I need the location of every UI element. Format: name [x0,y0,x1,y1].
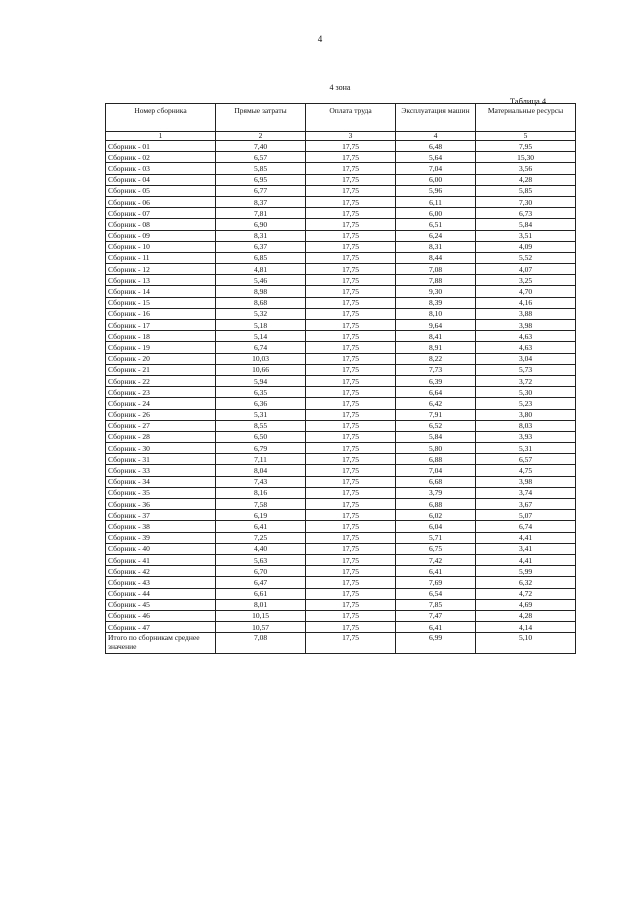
material-resources-cell: 4,63 [476,342,576,353]
labor-pay-cell: 17,75 [306,252,396,263]
labor-pay-cell: 17,75 [306,286,396,297]
collection-number-cell: Сборник - 18 [106,331,216,342]
material-resources-cell: 7,95 [476,141,576,152]
table-row [106,588,576,599]
labor-pay-cell: 17,75 [306,532,396,543]
table-row [106,577,576,588]
column-index: 5 [476,132,576,141]
direct-costs-cell: 6,79 [216,443,306,454]
table-row [106,275,576,286]
table-row [106,196,576,207]
table-row [106,398,576,409]
collection-number-cell: Сборник - 31 [106,454,216,465]
machine-operation-cell: 8,39 [396,297,476,308]
material-resources-cell: 3,56 [476,163,576,174]
collection-number-cell: Сборник - 42 [106,566,216,577]
machine-operation-cell: 6,88 [396,499,476,510]
collection-number-cell: Сборник - 36 [106,499,216,510]
labor-pay-cell: 17,75 [306,185,396,196]
column-index: 3 [306,132,396,141]
table-row [106,185,576,196]
direct-costs-cell: 5,32 [216,308,306,319]
direct-costs-cell: 6,85 [216,252,306,263]
table-row [106,331,576,342]
table-row [106,622,576,633]
machine-operation-cell: 8,91 [396,342,476,353]
material-resources-cell: 3,74 [476,487,576,498]
labor-pay-cell: 17,75 [306,409,396,420]
table-row [106,241,576,252]
material-resources-cell: 3,80 [476,409,576,420]
labor-pay-cell: 17,75 [306,219,396,230]
material-resources-cell: 4,41 [476,554,576,565]
table-row [106,543,576,554]
labor-pay-cell: 17,75 [306,431,396,442]
labor-pay-cell: 17,75 [306,543,396,554]
table-label: Таблица 4 [509,96,547,106]
direct-costs-cell: 8,31 [216,230,306,241]
collection-number-cell: Сборник - 08 [106,219,216,230]
collection-number-cell: Сборник - 11 [106,252,216,263]
collection-number-cell: Сборник - 07 [106,208,216,219]
total-direct-costs: 7,08 [216,633,306,654]
machine-operation-cell: 6,04 [396,521,476,532]
table-row [106,476,576,487]
labor-pay-cell: 17,75 [306,152,396,163]
collection-number-cell: Сборник - 21 [106,364,216,375]
direct-costs-cell: 10,57 [216,622,306,633]
labor-pay-cell: 17,75 [306,208,396,219]
direct-costs-cell: 6,36 [216,398,306,409]
direct-costs-cell: 6,77 [216,185,306,196]
table-row [106,152,576,163]
material-resources-cell: 6,74 [476,521,576,532]
material-resources-cell: 3,25 [476,275,576,286]
direct-costs-cell: 4,40 [216,543,306,554]
table-row [106,375,576,386]
labor-pay-cell: 17,75 [306,331,396,342]
machine-operation-cell: 5,71 [396,532,476,543]
collection-number-cell: Сборник - 03 [106,163,216,174]
machine-operation-cell: 6,00 [396,208,476,219]
machine-operation-cell: 6,02 [396,510,476,521]
material-resources-cell: 4,14 [476,622,576,633]
table-row [106,554,576,565]
machine-operation-cell: 6,75 [396,543,476,554]
header-direct-costs: Прямые затраты [216,104,306,132]
labor-pay-cell: 17,75 [306,230,396,241]
machine-operation-cell: 7,04 [396,163,476,174]
table-row [106,420,576,431]
material-resources-cell: 3,67 [476,499,576,510]
labor-pay-cell: 17,75 [306,241,396,252]
collection-number-cell: Сборник - 33 [106,465,216,476]
machine-operation-cell: 6,68 [396,476,476,487]
material-resources-cell: 3,93 [476,431,576,442]
labor-pay-cell: 17,75 [306,375,396,386]
machine-operation-cell: 8,31 [396,241,476,252]
table-row [106,465,576,476]
total-machine-operation: 6,99 [396,633,476,654]
direct-costs-cell: 5,46 [216,275,306,286]
labor-pay-cell: 17,75 [306,264,396,275]
machine-operation-cell: 7,85 [396,599,476,610]
collection-number-cell: Сборник - 47 [106,622,216,633]
direct-costs-cell: 4,81 [216,264,306,275]
collection-number-cell: Сборник - 35 [106,487,216,498]
material-resources-cell: 5,23 [476,398,576,409]
labor-pay-cell: 17,75 [306,420,396,431]
table-row [106,499,576,510]
direct-costs-cell: 7,25 [216,532,306,543]
collection-number-cell: Сборник - 15 [106,297,216,308]
labor-pay-cell: 17,75 [306,174,396,185]
table-row [106,308,576,319]
header-labor-pay: Оплата труда [306,104,396,132]
machine-operation-cell: 7,69 [396,577,476,588]
direct-costs-cell: 10,15 [216,610,306,621]
labor-pay-cell: 17,75 [306,141,396,152]
collection-number-cell: Сборник - 40 [106,543,216,554]
machine-operation-cell: 7,04 [396,465,476,476]
machine-operation-cell: 7,88 [396,275,476,286]
table-row [106,610,576,621]
table-row [106,443,576,454]
collection-number-cell: Сборник - 13 [106,275,216,286]
collection-number-cell: Сборник - 45 [106,599,216,610]
labor-pay-cell: 17,75 [306,554,396,565]
collection-number-cell: Сборник - 27 [106,420,216,431]
table-row [106,252,576,263]
collection-number-cell: Сборник - 28 [106,431,216,442]
machine-operation-cell: 7,73 [396,364,476,375]
table-row [106,409,576,420]
material-resources-cell: 3,51 [476,230,576,241]
table-row [106,353,576,364]
labor-pay-cell: 17,75 [306,387,396,398]
labor-pay-cell: 17,75 [306,443,396,454]
direct-costs-cell: 6,61 [216,588,306,599]
collection-number-cell: Сборник - 09 [106,230,216,241]
machine-operation-cell: 6,54 [396,588,476,599]
collection-number-cell: Сборник - 37 [106,510,216,521]
collection-number-cell: Сборник - 17 [106,320,216,331]
material-resources-cell: 3,98 [476,476,576,487]
material-resources-cell: 4,28 [476,610,576,621]
direct-costs-cell: 5,31 [216,409,306,420]
material-resources-cell: 5,84 [476,219,576,230]
collection-number-cell: Сборник - 44 [106,588,216,599]
direct-costs-cell: 6,41 [216,521,306,532]
material-resources-cell: 8,03 [476,420,576,431]
table-row [106,320,576,331]
machine-operation-cell: 6,39 [396,375,476,386]
machine-operation-cell: 6,42 [396,398,476,409]
labor-pay-cell: 17,75 [306,622,396,633]
collection-number-cell: Сборник - 14 [106,286,216,297]
direct-costs-cell: 8,16 [216,487,306,498]
material-resources-cell: 3,72 [476,375,576,386]
collection-number-cell: Сборник - 16 [106,308,216,319]
material-resources-cell: 4,07 [476,264,576,275]
material-resources-cell: 5,73 [476,364,576,375]
material-resources-cell: 6,73 [476,208,576,219]
column-index: 1 [106,132,216,141]
table-row [106,510,576,521]
table-row [106,174,576,185]
machine-operation-cell: 6,24 [396,230,476,241]
table-row [106,208,576,219]
material-resources-cell: 3,04 [476,353,576,364]
collection-number-cell: Сборник - 04 [106,174,216,185]
material-resources-cell: 5,52 [476,252,576,263]
machine-operation-cell: 3,79 [396,487,476,498]
material-resources-cell: 5,99 [476,566,576,577]
machine-operation-cell: 9,64 [396,320,476,331]
machine-operation-cell: 7,08 [396,264,476,275]
direct-costs-cell: 6,74 [216,342,306,353]
collection-number-cell: Сборник - 22 [106,375,216,386]
machine-operation-cell: 8,41 [396,331,476,342]
direct-costs-cell: 5,85 [216,163,306,174]
table-row [106,454,576,465]
material-resources-cell: 5,31 [476,443,576,454]
data-table [105,103,576,654]
table-row [106,599,576,610]
direct-costs-cell: 5,18 [216,320,306,331]
labor-pay-cell: 17,75 [306,577,396,588]
machine-operation-cell: 6,41 [396,622,476,633]
labor-pay-cell: 17,75 [306,297,396,308]
header-material-resources: Материальные ресурсы [476,104,576,132]
machine-operation-cell: 5,80 [396,443,476,454]
collection-number-cell: Сборник - 39 [106,532,216,543]
table-row [106,219,576,230]
direct-costs-cell: 5,94 [216,375,306,386]
machine-operation-cell: 6,41 [396,566,476,577]
column-index-row [106,132,576,141]
material-resources-cell: 5,85 [476,185,576,196]
collection-number-cell: Сборник - 19 [106,342,216,353]
direct-costs-cell: 6,50 [216,431,306,442]
direct-costs-cell: 5,63 [216,554,306,565]
direct-costs-cell: 8,04 [216,465,306,476]
labor-pay-cell: 17,75 [306,465,396,476]
table-row [106,141,576,152]
collection-number-cell: Сборник - 41 [106,554,216,565]
machine-operation-cell: 7,91 [396,409,476,420]
machine-operation-cell: 7,42 [396,554,476,565]
direct-costs-cell: 6,95 [216,174,306,185]
material-resources-cell: 4,69 [476,599,576,610]
direct-costs-cell: 8,37 [216,196,306,207]
page-number: 4 [317,34,323,44]
direct-costs-cell: 10,03 [216,353,306,364]
direct-costs-cell: 6,70 [216,566,306,577]
table-row [106,163,576,174]
machine-operation-cell: 8,10 [396,308,476,319]
collection-number-cell: Сборник - 02 [106,152,216,163]
machine-operation-cell: 9,30 [396,286,476,297]
labor-pay-cell: 17,75 [306,353,396,364]
material-resources-cell: 4,75 [476,465,576,476]
labor-pay-cell: 17,75 [306,499,396,510]
material-resources-cell: 6,32 [476,577,576,588]
collection-number-cell: Сборник - 24 [106,398,216,409]
labor-pay-cell: 17,75 [306,476,396,487]
direct-costs-cell: 6,57 [216,152,306,163]
labor-pay-cell: 17,75 [306,510,396,521]
direct-costs-cell: 8,01 [216,599,306,610]
direct-costs-cell: 8,98 [216,286,306,297]
machine-operation-cell: 5,84 [396,431,476,442]
collection-number-cell: Сборник - 38 [106,521,216,532]
table-row [106,566,576,577]
labor-pay-cell: 17,75 [306,610,396,621]
labor-pay-cell: 17,75 [306,308,396,319]
direct-costs-cell: 8,68 [216,297,306,308]
direct-costs-cell: 6,47 [216,577,306,588]
direct-costs-cell: 7,40 [216,141,306,152]
total-labor-pay: 17,75 [306,633,396,654]
labor-pay-cell: 17,75 [306,196,396,207]
table-row [106,431,576,442]
total-material-resources: 5,10 [476,633,576,654]
labor-pay-cell: 17,75 [306,163,396,174]
header-collection-number: Номер сборника [106,104,216,132]
collection-number-cell: Сборник - 06 [106,196,216,207]
machine-operation-cell: 6,00 [396,174,476,185]
table-row [106,230,576,241]
direct-costs-cell: 7,81 [216,208,306,219]
labor-pay-cell: 17,75 [306,599,396,610]
machine-operation-cell: 5,64 [396,152,476,163]
labor-pay-cell: 17,75 [306,342,396,353]
direct-costs-cell: 6,19 [216,510,306,521]
table-row [106,264,576,275]
total-row [106,633,576,654]
table-body [106,141,576,633]
material-resources-cell: 5,07 [476,510,576,521]
material-resources-cell: 15,30 [476,152,576,163]
zone-title: 4 зона [329,83,351,92]
collection-number-cell: Сборник - 01 [106,141,216,152]
machine-operation-cell: 6,11 [396,196,476,207]
column-index: 2 [216,132,306,141]
column-index: 4 [396,132,476,141]
machine-operation-cell: 7,47 [396,610,476,621]
material-resources-cell: 3,98 [476,320,576,331]
machine-operation-cell: 6,64 [396,387,476,398]
material-resources-cell: 4,72 [476,588,576,599]
material-resources-cell: 4,70 [476,286,576,297]
machine-operation-cell: 6,51 [396,219,476,230]
header-machine-operation: Эксплуатация машин [396,104,476,132]
machine-operation-cell: 5,96 [396,185,476,196]
material-resources-cell: 4,16 [476,297,576,308]
collection-number-cell: Сборник - 20 [106,353,216,364]
direct-costs-cell: 7,43 [216,476,306,487]
table-row [106,387,576,398]
direct-costs-cell: 6,35 [216,387,306,398]
labor-pay-cell: 17,75 [306,487,396,498]
machine-operation-cell: 8,22 [396,353,476,364]
labor-pay-cell: 17,75 [306,588,396,599]
direct-costs-cell: 7,11 [216,454,306,465]
material-resources-cell: 4,09 [476,241,576,252]
machine-operation-cell: 6,48 [396,141,476,152]
labor-pay-cell: 17,75 [306,320,396,331]
collection-number-cell: Сборник - 23 [106,387,216,398]
direct-costs-cell: 6,37 [216,241,306,252]
table-row [106,532,576,543]
table-row [106,342,576,353]
direct-costs-cell: 5,14 [216,331,306,342]
table-row [106,364,576,375]
table-row [106,286,576,297]
collection-number-cell: Сборник - 26 [106,409,216,420]
collection-number-cell: Сборник - 43 [106,577,216,588]
table-row [106,521,576,532]
collection-number-cell: Сборник - 34 [106,476,216,487]
table-row [106,297,576,308]
collection-number-cell: Сборник - 10 [106,241,216,252]
labor-pay-cell: 17,75 [306,398,396,409]
material-resources-cell: 4,28 [476,174,576,185]
direct-costs-cell: 6,90 [216,219,306,230]
total-label: Итого по сборникам среднее значение [106,633,216,654]
labor-pay-cell: 17,75 [306,454,396,465]
material-resources-cell: 5,30 [476,387,576,398]
labor-pay-cell: 17,75 [306,275,396,286]
material-resources-cell: 6,57 [476,454,576,465]
labor-pay-cell: 17,75 [306,364,396,375]
collection-number-cell: Сборник - 12 [106,264,216,275]
direct-costs-cell: 7,58 [216,499,306,510]
direct-costs-cell: 8,55 [216,420,306,431]
collection-number-cell: Сборник - 05 [106,185,216,196]
machine-operation-cell: 6,52 [396,420,476,431]
collection-number-cell: Сборник - 46 [106,610,216,621]
table-row [106,487,576,498]
labor-pay-cell: 17,75 [306,566,396,577]
machine-operation-cell: 8,44 [396,252,476,263]
material-resources-cell: 4,63 [476,331,576,342]
material-resources-cell: 3,41 [476,543,576,554]
labor-pay-cell: 17,75 [306,521,396,532]
material-resources-cell: 3,88 [476,308,576,319]
material-resources-cell: 4,41 [476,532,576,543]
collection-number-cell: Сборник - 30 [106,443,216,454]
header-row [106,104,576,132]
machine-operation-cell: 6,88 [396,454,476,465]
direct-costs-cell: 10,66 [216,364,306,375]
material-resources-cell: 7,30 [476,196,576,207]
